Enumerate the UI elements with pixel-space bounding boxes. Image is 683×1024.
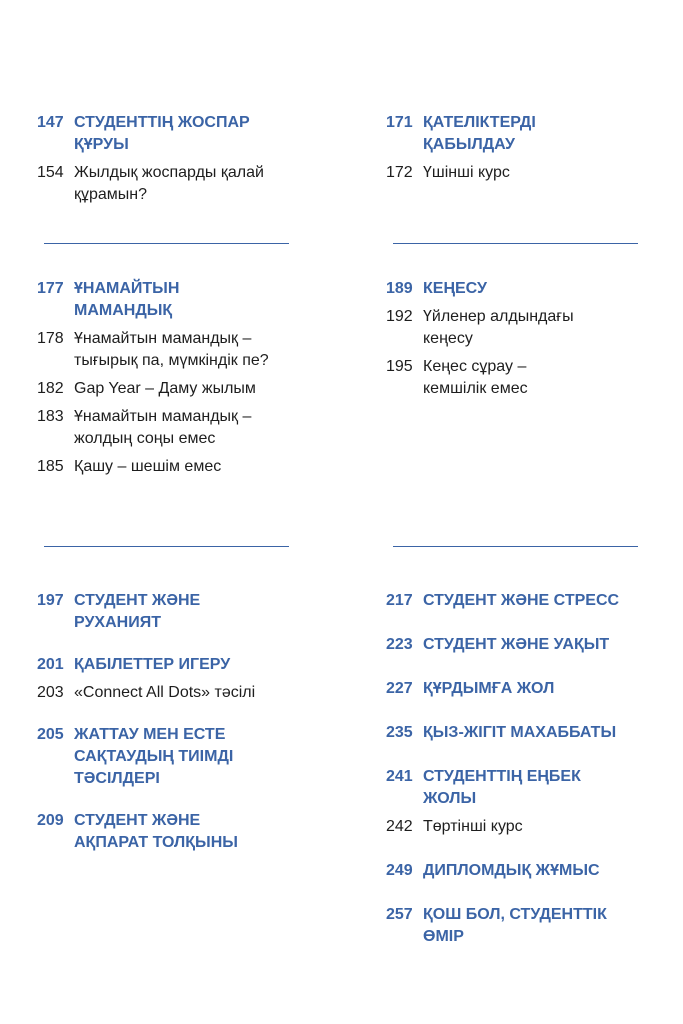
toc-subentry[interactable] (386, 356, 638, 400)
page-number: 249 (386, 862, 413, 879)
chapter-title: ЖАТТАУ МЕН ЕСТЕ САҚТАУДЫҢ ТИІМДІ ТӘСІЛДЕРІ (74, 726, 234, 787)
toc-heading[interactable] (386, 766, 656, 810)
toc-subentry[interactable] (386, 306, 638, 350)
toc-subentry[interactable] (37, 682, 289, 704)
toc-heading[interactable] (37, 278, 289, 322)
chapter-title: СТУДЕНТ ЖӘНЕ УАҚЫТ (423, 636, 610, 653)
toc-heading[interactable] (37, 112, 287, 156)
toc-heading[interactable] (37, 654, 289, 676)
toc-section-advice (386, 278, 638, 400)
page-number: 189 (386, 280, 413, 297)
page-number: 147 (37, 114, 64, 131)
page-number: 197 (37, 592, 64, 609)
chapter-title: СТУДЕНТ ЖӘНЕ СТРЕСС (423, 592, 620, 609)
page-number: 178 (37, 330, 64, 347)
subsection-title: Ұнамайтын мамандық – жолдың соңы емес (74, 408, 252, 447)
toc-heading[interactable] (386, 278, 638, 300)
subsection-title: Төртінші курс (423, 818, 523, 835)
page-number: 182 (37, 380, 64, 397)
chapter-title: ҚАБІЛЕТТЕР ИГЕРУ (74, 656, 231, 673)
page-number: 185 (37, 458, 64, 475)
page-number: 192 (386, 308, 413, 325)
toc-subentry[interactable] (37, 162, 287, 206)
toc-heading[interactable] (386, 860, 656, 882)
page-number: 183 (37, 408, 64, 425)
subsection-title: Gap Year – Даму жылым (74, 380, 256, 397)
chapter-title: СТУДЕНТ ЖӘНЕ АҚПАРАТ ТОЛҚЫНЫ (74, 812, 238, 851)
subsection-title: Үйленер алдындағы кеңесу (423, 308, 574, 347)
page-number: 205 (37, 726, 64, 743)
chapter-title: ҚОШ БОЛ, СТУДЕНТТІК ӨМІР (423, 906, 607, 945)
page-number: 203 (37, 684, 64, 701)
chapter-title: СТУДЕНТТІҢ ЖОСПАР ҚҰРУЫ (74, 114, 250, 153)
toc-heading[interactable] (386, 904, 656, 948)
toc-section-unliked-major (37, 278, 289, 478)
toc-heading[interactable] (386, 112, 646, 156)
toc-heading[interactable] (386, 722, 656, 744)
toc-section-mistakes (386, 112, 646, 184)
toc-subentry[interactable] (386, 162, 646, 184)
chapter-title: СТУДЕНТ ЖӘНЕ РУХАНИЯТ (74, 592, 201, 631)
page-number: 257 (386, 906, 413, 923)
divider-rule (44, 546, 289, 547)
subsection-title: Жылдық жоспарды қалай құрамын? (74, 164, 264, 203)
subsection-title: Үшінші курс (423, 164, 510, 181)
toc-subentry[interactable] (37, 378, 289, 400)
subsection-title: Кеңес сұрау – кемшілік емес (423, 358, 528, 397)
toc-heading[interactable] (386, 590, 656, 612)
page-number: 223 (386, 636, 413, 653)
page-number: 154 (37, 164, 64, 181)
chapter-title: СТУДЕНТТІҢ ЕҢБЕК ЖОЛЫ (423, 768, 581, 807)
toc-heading[interactable] (386, 634, 656, 656)
page-number: 172 (386, 164, 413, 181)
subsection-title: Ұнамайтын мамандық – тығырық па, мүмкіндік пе? (74, 330, 269, 369)
toc-heading[interactable] (386, 678, 656, 700)
divider-rule (393, 546, 638, 547)
page-number: 227 (386, 680, 413, 697)
page-number: 195 (386, 358, 413, 375)
page-number: 235 (386, 724, 413, 741)
chapter-title: ҰНАМАЙТЫН МАМАНДЫҚ (74, 280, 180, 319)
divider-rule (44, 243, 289, 244)
page-number: 242 (386, 818, 413, 835)
page-number: 209 (37, 812, 64, 829)
toc-heading[interactable] (37, 810, 289, 854)
page-number: 217 (386, 592, 413, 609)
subsection-title: Қашу – шешім емес (74, 458, 222, 475)
page-number: 201 (37, 656, 64, 673)
toc-subentry[interactable] (386, 816, 656, 838)
toc-subentry[interactable] (37, 456, 289, 478)
page-number: 177 (37, 280, 64, 297)
toc-section-spirituality (37, 590, 289, 854)
toc-heading[interactable] (37, 590, 289, 634)
chapter-title: ҚҰРДЫМҒА ЖОЛ (423, 680, 555, 697)
toc-subentry[interactable] (37, 406, 289, 450)
divider-rule (393, 243, 638, 244)
page-number: 241 (386, 768, 413, 785)
toc-section-planning (37, 112, 287, 206)
toc-subentry[interactable] (37, 328, 289, 372)
chapter-title: ҚЫЗ-ЖІГІТ МАХАББАТЫ (423, 724, 617, 741)
toc-section-stress (386, 590, 656, 948)
chapter-title: ҚАТЕЛІКТЕРДІ ҚАБЫЛДАУ (423, 114, 536, 153)
page-number: 171 (386, 114, 413, 131)
chapter-title: ДИПЛОМДЫҚ ЖҰМЫС (423, 862, 600, 879)
toc-heading[interactable] (37, 724, 289, 790)
chapter-title: КЕҢЕСУ (423, 280, 487, 297)
subsection-title: «Connect All Dots» тәсілі (74, 684, 256, 701)
